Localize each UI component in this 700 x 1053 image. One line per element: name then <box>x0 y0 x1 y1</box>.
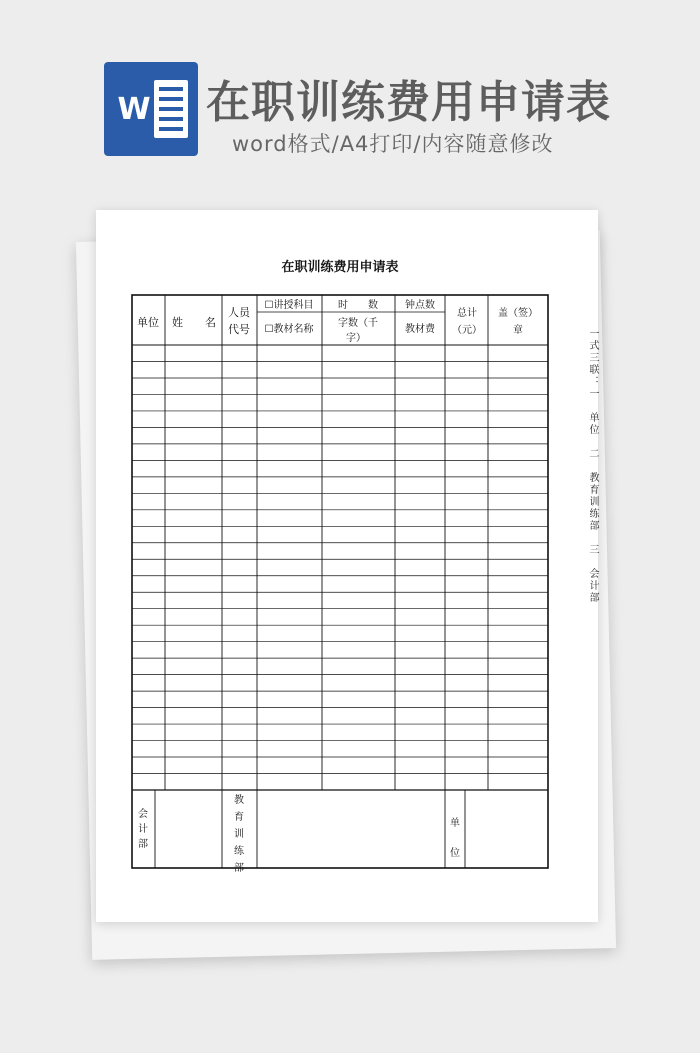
header-staff-code-2: 代号 <box>228 323 250 336</box>
word-logo-letter: W <box>117 91 151 127</box>
header-total-1: 总计 <box>457 308 477 319</box>
footer-education-label: 部 <box>234 863 244 874</box>
table-border <box>132 295 548 868</box>
header-staff-code-1: 人员 <box>228 306 250 319</box>
header-lecture-subject: ☐讲授科目 <box>264 300 314 311</box>
footer-education-label: 练 <box>234 846 244 857</box>
header-hourly-fee: 钟点数 <box>405 300 435 311</box>
header-unit: 单位 <box>137 316 159 329</box>
footer-education-label: 训 <box>234 829 244 840</box>
footer-accounting-label: 计 <box>138 824 148 835</box>
banner-title: 在职训练费用申请表 <box>206 77 611 128</box>
header-textbook-name: ☐教材名称 <box>264 324 314 335</box>
document-title: 在职训练费用申请表 <box>281 260 399 275</box>
header-hours: 时 数 <box>338 300 378 311</box>
footer-education-label: 教 <box>234 795 244 806</box>
header-total-2: （元） <box>452 325 482 336</box>
header-name: 姓 名 <box>172 316 216 329</box>
header-textbook-fee: 教材费 <box>405 324 435 335</box>
header-stamp-2: 章 <box>513 325 523 336</box>
copies-note: 一式三联：一 单位 二 教育训练部 三 会计部 <box>587 328 598 604</box>
header-word-count-1: 字数（千 <box>338 318 378 329</box>
footer-unit-label: 位 <box>450 848 460 859</box>
footer-accounting-label: 会 <box>138 809 148 820</box>
footer-labels <box>138 793 460 874</box>
footer-unit-label: 单 <box>450 818 460 829</box>
banner-subtitle: word格式/A4打印/内容随意修改 <box>232 132 554 156</box>
header-word-count-2: 字） <box>346 333 366 344</box>
footer-education-label: 育 <box>234 812 244 823</box>
header-stamp-1: 盖（签） <box>498 308 538 319</box>
footer-accounting-label: 部 <box>138 839 148 850</box>
